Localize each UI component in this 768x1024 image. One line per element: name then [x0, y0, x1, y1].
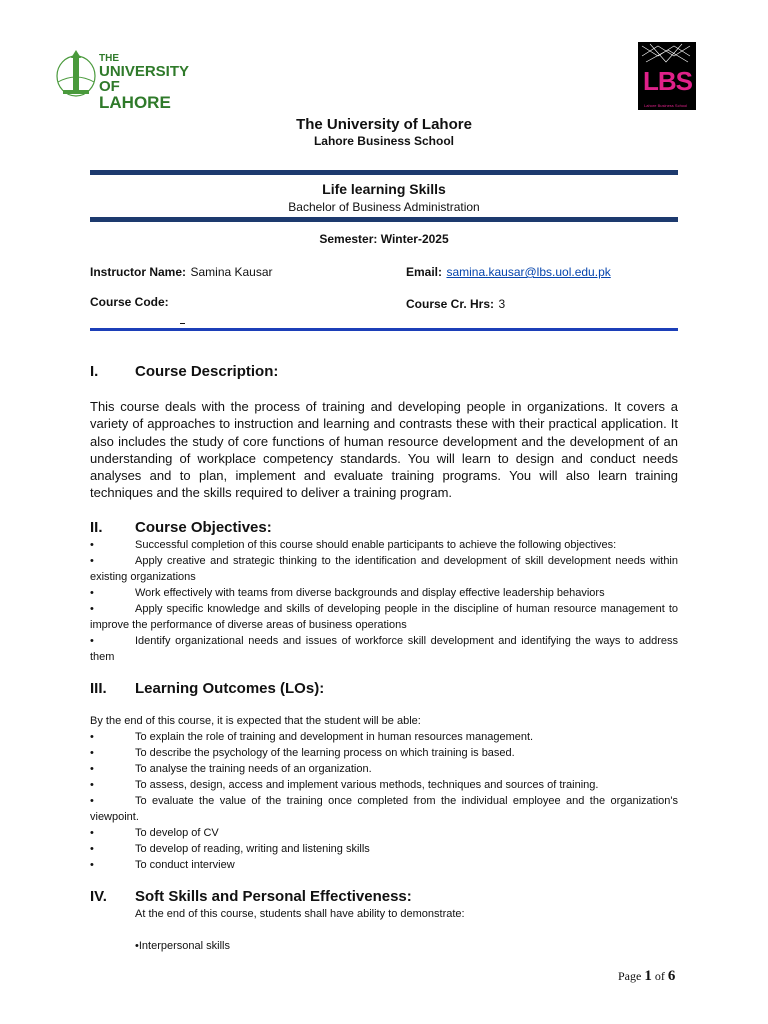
section-soft-skills: IV. Soft Skills and Personal Effectiveness:: [90, 888, 412, 905]
middle-divider: [90, 217, 678, 222]
page-number: Page 1 of 6: [618, 968, 676, 984]
lbs-logo: LBS Lahore Business School: [638, 42, 696, 110]
top-divider: [90, 170, 678, 175]
course-title: Life learning Skills: [322, 181, 446, 197]
program-name: Bachelor of Business Administration: [288, 200, 480, 214]
credit-hours-row: [406, 295, 505, 313]
email-link[interactable]: samina.kausar@lbs.uol.edu.pk: [446, 265, 611, 279]
email-label: Email:: [406, 265, 443, 279]
objectives-list: [90, 537, 678, 665]
credit-hours-label: Course Cr. Hrs:: [406, 297, 495, 311]
list-item: • Identify organizational needs and issues of workforce skill development and identifying the ways to address them: [90, 635, 678, 663]
course-code-label: Course Code:: [90, 295, 169, 309]
outcomes-list: [90, 713, 678, 873]
underline-mark: [180, 323, 185, 324]
network-pattern-icon: [638, 42, 696, 66]
list-item: • To evaluate the value of the training once completed from the individual employee and the organization's viewpoint.: [90, 795, 678, 823]
university-logo-text: THE UNIVERSITY OF LAHORE: [99, 53, 189, 112]
list-item: • Apply specific knowledge and skills of developing people in the discipline of human resource management to improve the performance of diverse areas of business operations: [90, 603, 678, 631]
semester: Semester: Winter-2025: [319, 232, 449, 246]
school-name: Lahore Business School: [313, 134, 455, 148]
soft-skill-item: •Interpersonal skills: [135, 940, 230, 952]
outcomes-intro: By the end of this course, it is expected that the student will be able:: [90, 715, 421, 727]
instructor-label: Instructor Name:: [90, 265, 187, 279]
instructor-row: [90, 263, 273, 281]
list-item: • To analyse the training needs of an organization.: [90, 763, 372, 775]
list-item: • To develop of CV: [90, 827, 219, 839]
course-description-text: This course deals with the process of training and developing people in organizations. It covers a variety of approaches to instruction and learning and contrasts these with their practical application. It also includes the study of core functions of human resource development and the development of an understanding of workplace competency standards. You will learn to design and conduct needs analyses and to plan, implement and evaluate training programs. You will also learn training techniques and the skills required to deliver a training program.: [90, 399, 678, 501]
list-item: • Apply creative and strategic thinking to the identification and development of skill development needs within existing organizations: [90, 555, 678, 583]
university-logo: [55, 50, 195, 112]
university-name: The University of Lahore: [296, 116, 472, 133]
list-item: • To develop of reading, writing and listening skills: [90, 843, 370, 855]
section-learning-outcomes: III. Learning Outcomes (LOs):: [90, 680, 325, 697]
list-item: • To explain the role of training and development in human resources management.: [90, 731, 534, 743]
instructor-value: Samina Kausar: [190, 265, 273, 279]
info-divider: [90, 328, 678, 331]
credit-hours-value: 3: [498, 297, 506, 311]
email-row: [406, 263, 611, 281]
soft-skills-intro: At the end of this course, students shall have ability to demonstrate:: [135, 908, 465, 920]
section-course-description: I. Course Description:: [90, 363, 279, 380]
list-item: • To assess, design, access and implement various methods, techniques and sources of training.: [90, 779, 599, 791]
minaret-logo-icon: [55, 50, 97, 98]
section-course-objectives: II. Course Objectives:: [90, 519, 272, 536]
list-item: • Successful completion of this course should enable participants to achieve the following objectives:: [90, 539, 617, 551]
list-item: • Work effectively with teams from diverse backgrounds and display effective leadership behaviors: [90, 587, 605, 599]
list-item: • To conduct interview: [90, 859, 235, 871]
list-item: • To describe the psychology of the learning process on which training is based.: [90, 747, 515, 759]
